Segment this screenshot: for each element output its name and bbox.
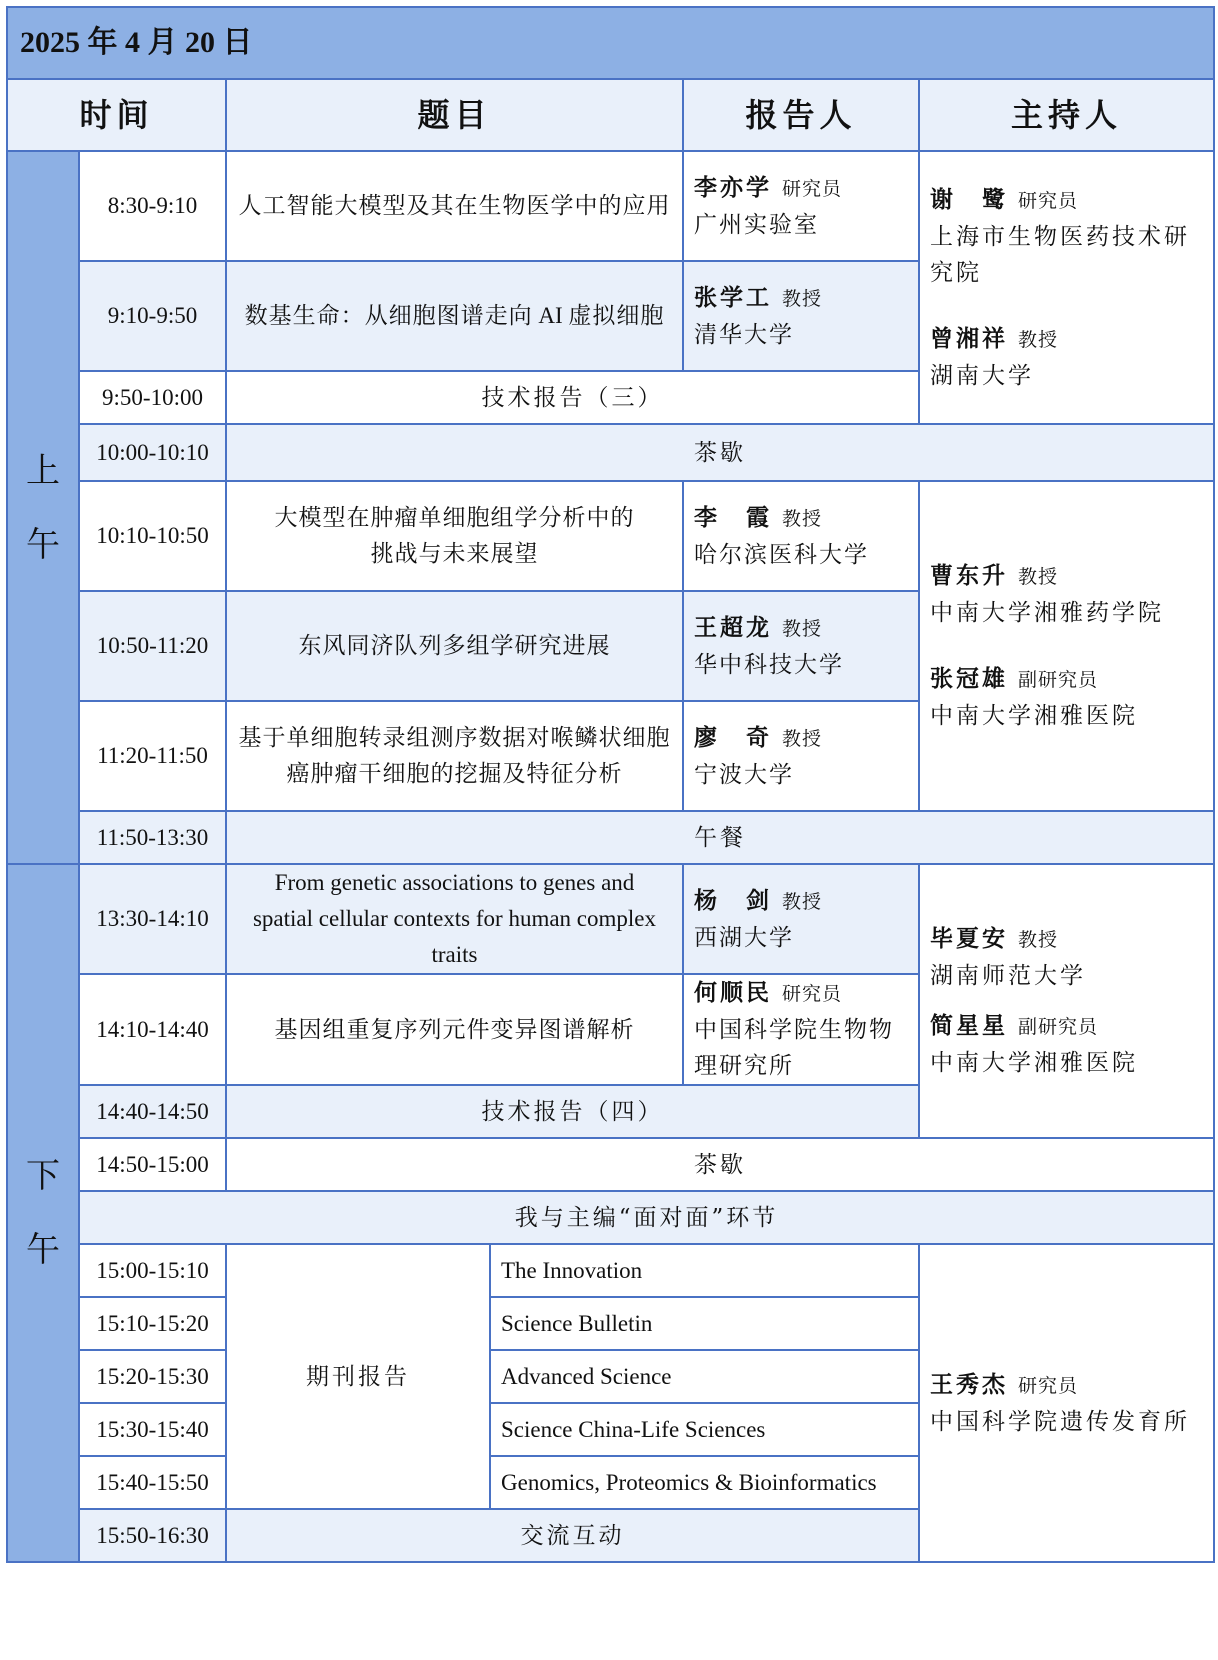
host-cell xyxy=(919,1244,1214,1562)
host-affiliation: 中南大学湘雅医院 xyxy=(930,1050,1138,1076)
host-cell xyxy=(919,481,1214,811)
talk-title-part: AI xyxy=(532,303,569,328)
speaker-rank: 教授 xyxy=(782,727,823,750)
journal-name: Science China-Life Sciences xyxy=(490,1403,919,1456)
host-rank: 教授 xyxy=(1018,566,1059,588)
journal-name: Science Bulletin xyxy=(490,1297,919,1350)
period-afternoon-char-2: 午 xyxy=(26,1230,60,1270)
time-slot: 9:50-10:00 xyxy=(79,371,226,424)
talk-title xyxy=(226,481,683,591)
journal-name: Advanced Science xyxy=(490,1350,919,1403)
time-slot: 15:20-15:30 xyxy=(79,1350,226,1403)
speaker-name: 张学工 xyxy=(694,283,772,311)
talk-title-part: 虚拟细胞 xyxy=(568,303,665,329)
time-slot: 14:40-14:50 xyxy=(79,1085,226,1138)
speaker-cell xyxy=(683,481,919,591)
speaker-name: 李亦学 xyxy=(694,173,772,201)
talk-title: 人工智能大模型及其在生物医学中的应用 xyxy=(226,151,683,261)
talk-title-line: 基于单细胞转录组测序数据对喉鳞状细胞 xyxy=(238,725,671,751)
column-header-host: 主持人 xyxy=(919,79,1214,151)
host-name: 张冠雄 xyxy=(930,665,1008,692)
time-slot: 10:10-10:50 xyxy=(79,481,226,591)
time-slot: 15:10-15:20 xyxy=(79,1297,226,1350)
speaker-rank: 研究员 xyxy=(782,177,843,200)
host-name: 简星星 xyxy=(930,1012,1008,1039)
time-slot: 13:30-14:10 xyxy=(79,864,226,974)
host-rank: 副研究员 xyxy=(1018,669,1099,691)
time-slot: 8:30-9:10 xyxy=(79,151,226,261)
tea-break: 茶歇 xyxy=(226,1138,1214,1191)
speaker-cell xyxy=(683,864,919,974)
host-affiliation: 中国科学院遗传发育所 xyxy=(930,1408,1190,1435)
speaker-cell xyxy=(683,261,919,371)
host-name: 曹东升 xyxy=(930,562,1008,589)
tea-break: 茶歇 xyxy=(226,424,1214,481)
time-slot: 14:50-15:00 xyxy=(79,1138,226,1191)
period-morning xyxy=(7,151,79,864)
speaker-affiliation: 中国科学院生物物理研究所 xyxy=(694,1017,894,1079)
speaker-rank: 教授 xyxy=(782,890,823,913)
talk-title-line: 挑战与未来展望 xyxy=(370,541,539,567)
time-slot: 15:50-16:30 xyxy=(79,1509,226,1562)
talk-title-line: traits xyxy=(431,942,478,967)
host-rank: 研究员 xyxy=(1018,1374,1079,1397)
speaker-name: 王超龙 xyxy=(694,613,772,641)
speaker-affiliation: 宁波大学 xyxy=(694,761,794,788)
speaker-cell xyxy=(683,591,919,701)
speaker-affiliation: 广州实验室 xyxy=(694,211,819,238)
time-slot: 15:30-15:40 xyxy=(79,1403,226,1456)
speaker-name: 杨 剑 xyxy=(694,886,772,914)
editor-session: 我与主编“面对面”环节 xyxy=(79,1191,1214,1244)
speaker-cell xyxy=(683,701,919,811)
column-header-title: 题目 xyxy=(226,79,683,151)
talk-title xyxy=(226,701,683,811)
host-affiliation: 中南大学湘雅医院 xyxy=(930,703,1138,729)
talk-title: 东风同济队列多组学研究进展 xyxy=(226,591,683,701)
host-rank: 教授 xyxy=(1018,328,1059,351)
time-slot: 11:50-13:30 xyxy=(79,811,226,864)
time-slot: 15:40-15:50 xyxy=(79,1456,226,1509)
journal-name: The Innovation xyxy=(490,1244,919,1297)
speaker-rank: 教授 xyxy=(782,617,823,640)
speaker-rank: 教授 xyxy=(782,507,823,530)
time-slot: 10:50-11:20 xyxy=(79,591,226,701)
speaker-affiliation: 西湖大学 xyxy=(694,924,794,951)
talk-title-part: 数基生命：从细胞图谱走向 xyxy=(244,303,533,329)
talk-title: 基因组重复序列元件变异图谱解析 xyxy=(226,974,683,1085)
journal-name: Genomics, Proteomics & Bioinformatics xyxy=(490,1456,919,1509)
host-name: 曾湘祥 xyxy=(930,324,1008,352)
host-cell xyxy=(919,151,1214,424)
period-morning-char-1: 上 xyxy=(26,450,60,491)
speaker-name: 廖 奇 xyxy=(694,723,772,751)
host-rank: 研究员 xyxy=(1018,189,1079,212)
speaker-affiliation: 清华大学 xyxy=(694,321,794,348)
time-slot: 9:10-9:50 xyxy=(79,261,226,371)
speaker-name: 李 霞 xyxy=(694,503,772,531)
talk-title-line: From genetic associations to genes and xyxy=(274,870,635,895)
speaker-affiliation: 哈尔滨医科大学 xyxy=(694,541,869,568)
time-slot: 10:00-10:10 xyxy=(79,424,226,481)
talk-title-line: 癌肿瘤干细胞的挖掘及特征分析 xyxy=(286,761,623,787)
date-header: 2025 年 4 月 20 日 xyxy=(7,7,1214,79)
talk-title xyxy=(226,864,683,974)
schedule-table xyxy=(6,6,1215,1563)
speaker-cell xyxy=(683,974,919,1085)
talk-title xyxy=(226,261,683,371)
host-name: 王秀杰 xyxy=(930,1370,1008,1398)
tech-report: 技术报告（三） xyxy=(226,371,919,424)
time-slot: 15:00-15:10 xyxy=(79,1244,226,1297)
host-affiliation: 湖南师范大学 xyxy=(930,963,1086,989)
column-header-speaker: 报告人 xyxy=(683,79,919,151)
host-name: 毕夏安 xyxy=(930,925,1008,952)
column-header-time: 时间 xyxy=(7,79,226,151)
speaker-rank: 教授 xyxy=(782,287,823,310)
speaker-affiliation: 华中科技大学 xyxy=(694,651,844,678)
exchange-session: 交流互动 xyxy=(226,1509,919,1562)
speaker-name: 何顺民 xyxy=(694,979,772,1006)
period-afternoon xyxy=(7,864,79,1562)
period-morning-char-2: 午 xyxy=(26,524,60,565)
time-slot: 14:10-14:40 xyxy=(79,974,226,1085)
talk-title-line: spatial cellular contexts for human complex xyxy=(252,906,656,931)
host-affiliation: 中南大学湘雅药学院 xyxy=(930,600,1164,626)
time-slot: 11:20-11:50 xyxy=(79,701,226,811)
host-rank: 教授 xyxy=(1018,929,1059,951)
speaker-cell xyxy=(683,151,919,261)
speaker-rank: 研究员 xyxy=(782,983,843,1005)
host-name: 谢 鹭 xyxy=(930,185,1008,213)
period-afternoon-char-1: 下 xyxy=(26,1156,60,1196)
host-affiliation: 湖南大学 xyxy=(930,362,1034,389)
journal-report-label: 期刊报告 xyxy=(226,1244,490,1509)
host-affiliation: 上海市生物医药技术研究院 xyxy=(930,223,1190,286)
tech-report: 技术报告（四） xyxy=(226,1085,919,1138)
host-cell xyxy=(919,864,1214,1138)
talk-title-line: 大模型在肿瘤单细胞组学分析中的 xyxy=(274,505,635,531)
lunch-break: 午餐 xyxy=(226,811,1214,864)
host-rank: 副研究员 xyxy=(1018,1016,1099,1038)
